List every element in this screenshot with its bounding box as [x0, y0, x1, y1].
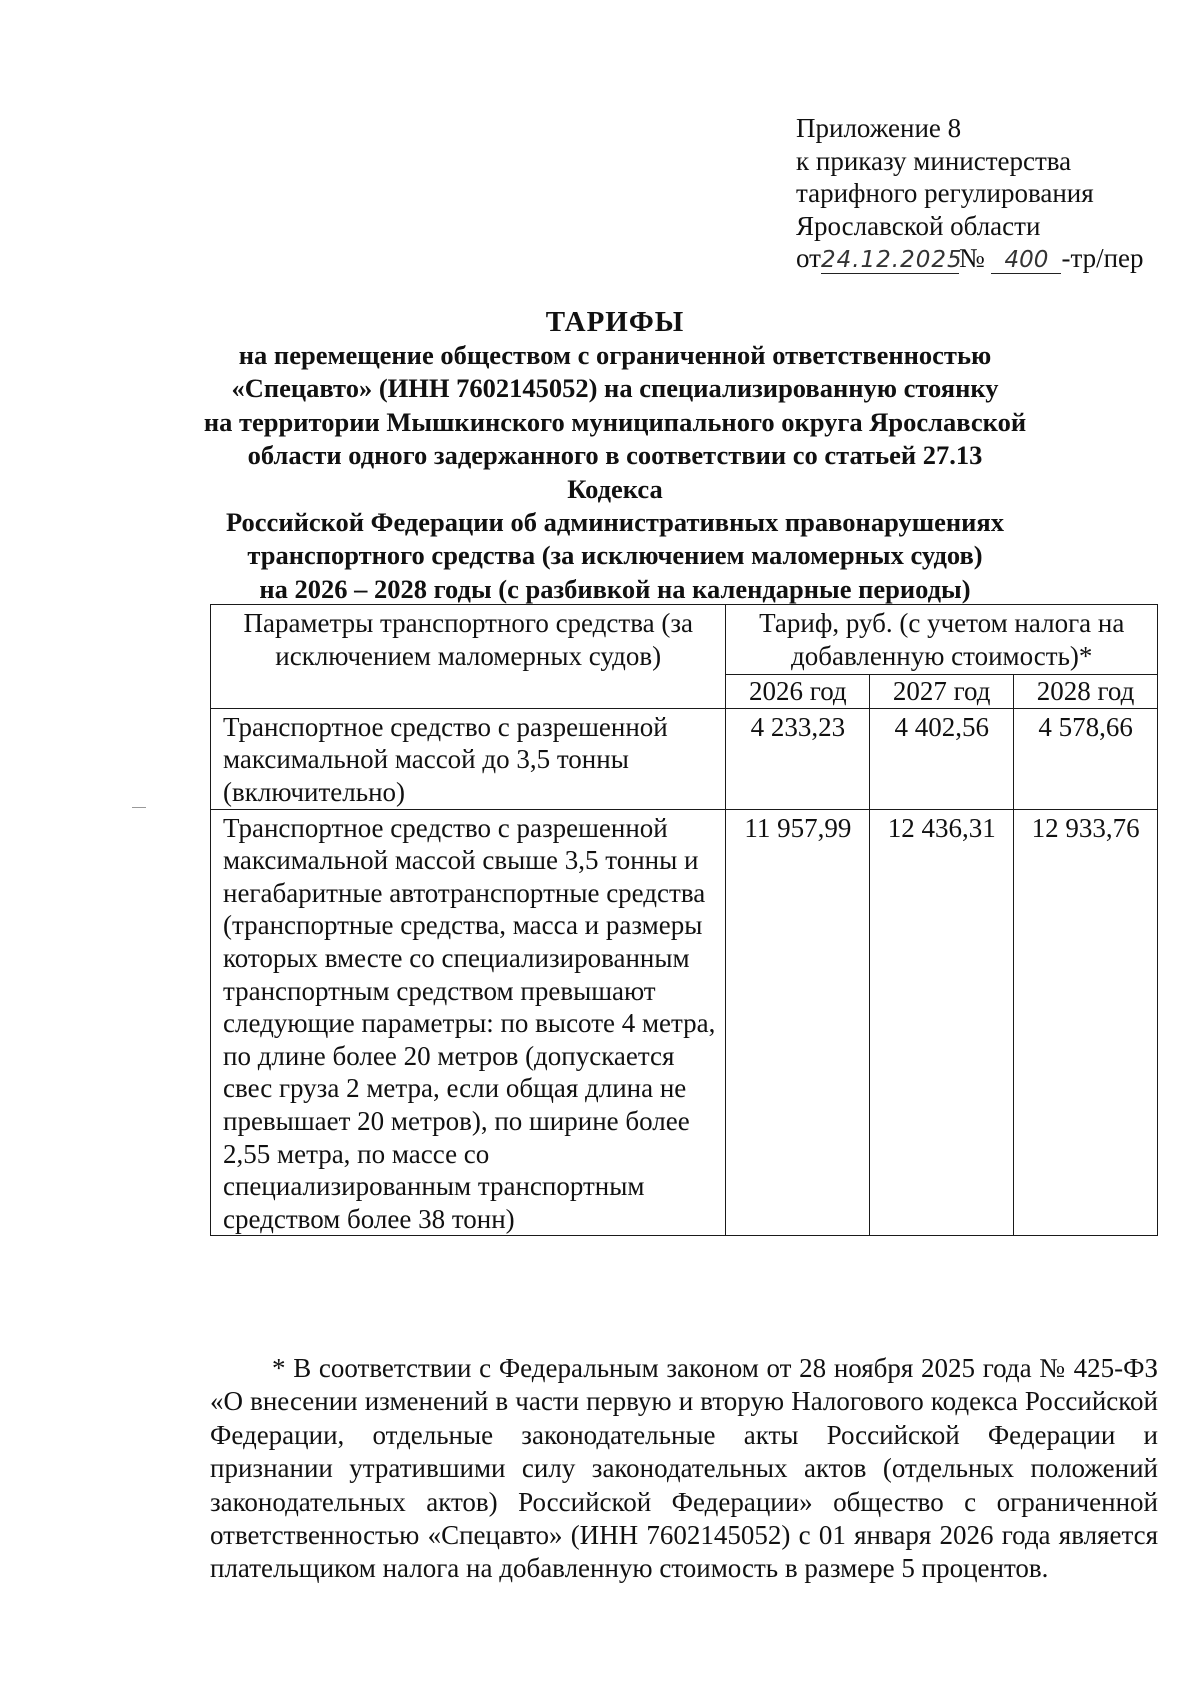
margin-mark: [132, 807, 146, 808]
row-1-parameters: Транспортное средство с разрешенной максимальной массой до 3,5 тонны (включительно): [211, 708, 726, 809]
title-line-3: на территории Мышкинского муниципального округа Ярославской: [203, 406, 1027, 437]
title-main: ТАРИФЫ: [545, 306, 685, 338]
row-2-tariff-2026: 11 957,99: [726, 809, 870, 1236]
title-line-6: транспортного средства (за исключением маломерных судов): [247, 540, 983, 571]
row-2-parameters: Транспортное средство с разрешенной максимальной массой свыше 3,5 тонны и негабаритные автотранспортные средства (транспортные средства, масса и размеры которых вместе со специализированным транспортным средством превышают следующие параметры: по высоте 4 метра, по длине более 20 метров (допускается свес груза 2 метра, если общая длина не превышает 20 метров), по ширине более 2,55 метра, по массе со специализированным транспортным средством более 38 тонн): [211, 809, 726, 1236]
header-year-2028: 2028 год: [1014, 675, 1158, 709]
tariff-table: [210, 604, 1158, 1236]
appendix-line-1: Приложение 8: [796, 113, 962, 143]
title-line-2: «Спецавто» (ИНН 7602145052) на специализированную стоянку: [231, 373, 999, 404]
table-row: [211, 809, 1158, 1236]
row-1-tariff-2027: 4 402,56: [870, 708, 1014, 809]
date-prefix: от: [796, 243, 821, 273]
appendix-line-2: к приказу министерства: [796, 145, 1072, 176]
number-suffix: -тр/пер: [1061, 243, 1144, 273]
footnote: * В соответствии с Федеральным законом от 28 ноября 2025 года № 425-ФЗ «О внесении изменений в части первую и вторую Налогового кодекса Российской Федерации, отдельные законодательные акты Российской Федерации и признании утратившими силу законодательных актов (отдельных положений законодательных актов) Российской Федерации» общество с ограниченной ответственностью «Спецавто» (ИНН 7602145052) с 01 января 2026 года является плательщиком налога на добавленную стоимость в размере 5 процентов.: [210, 1353, 1158, 1584]
row-2-tariff-2027: 12 436,31: [870, 809, 1014, 1236]
row-1-tariff-2028: 4 578,66: [1014, 708, 1158, 809]
title-line-5: Российской Федерации об административных правонарушениях: [226, 507, 1004, 538]
handwritten-number: 400: [991, 247, 1061, 274]
header-year-2026: 2026 год: [726, 675, 870, 709]
title-line-1: на перемещение обществом с ограниченной ответственностью: [238, 340, 992, 370]
row-2-tariff-2028: 12 933,76: [1014, 809, 1158, 1236]
number-prefix: №: [958, 243, 985, 273]
order-date-number-line: [796, 242, 1144, 275]
document-title: [200, 305, 1030, 606]
table-row: [211, 708, 1158, 809]
appendix-line-3: тарифного регулирования: [796, 178, 1094, 208]
header-year-2027: 2027 год: [870, 675, 1014, 709]
header-tariff: Тариф, руб. (с учетом налога на добавленную стоимость)*: [726, 605, 1158, 675]
appendix-line-4: Ярославской области: [796, 210, 1041, 241]
row-1-tariff-2026: 4 233,23: [726, 708, 870, 809]
handwritten-date: 24.12.2025: [820, 247, 963, 273]
table-header-row: [211, 605, 1158, 675]
title-line-4: области одного задержанного в соответствии со статьей 27.13 Кодекса: [247, 440, 983, 504]
appendix-header: [796, 112, 1144, 275]
header-parameters: Параметры транспортного средства (за исключением маломерных судов): [211, 605, 726, 709]
title-line-7: на 2026 – 2028 годы (с разбивкой на календарные периоды): [259, 573, 971, 604]
